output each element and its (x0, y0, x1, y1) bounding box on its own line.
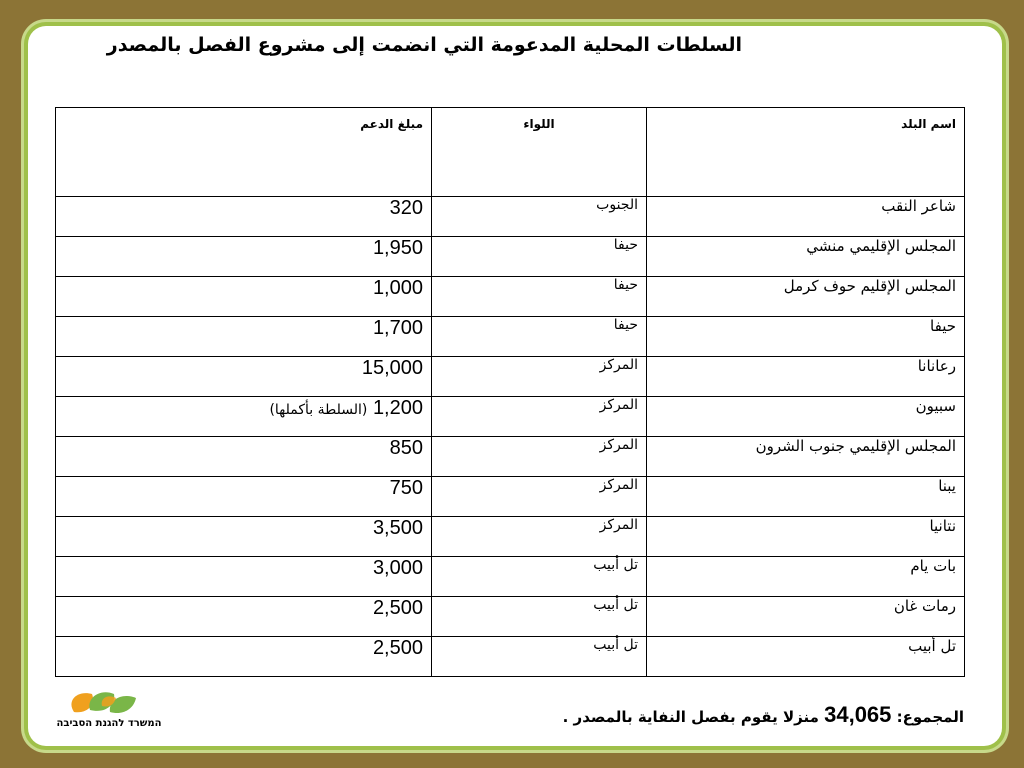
cell-district: حيفا (432, 277, 647, 317)
cell-district: تل أبيب (432, 637, 647, 677)
table-body (56, 197, 965, 677)
table-row (56, 397, 965, 437)
total-value: 34,065 (824, 702, 892, 727)
header-support-amount: مبلغ الدعم (56, 108, 432, 197)
table-row (56, 437, 965, 477)
cell-support-amount (56, 397, 432, 437)
amount-value: 2,500 (372, 637, 423, 659)
cell-support-amount (56, 317, 432, 357)
support-table (55, 107, 965, 677)
cell-town-name: حيفا (647, 317, 965, 357)
cell-town-name: رعانانا (647, 357, 965, 397)
amount-value: 1,200 (372, 397, 423, 419)
amount-note: (السلطة بأكملها) (269, 402, 368, 418)
slide (28, 26, 1002, 746)
header-town-name: اسم البلد (647, 108, 965, 197)
total-label: المجموع: (896, 708, 964, 726)
header-district: اللواء (432, 108, 647, 197)
cell-town-name: تل أبيب (647, 637, 965, 677)
cell-district: تل أبيب (432, 557, 647, 597)
ministry-logo (44, 686, 174, 736)
page-title: السلطات المحلية المدعومة التي انضمت إلى مشروع الفصل بالمصدر (106, 34, 742, 56)
logo-caption: המשרד להגנת הסביבה (56, 718, 162, 729)
amount-value: 750 (389, 477, 423, 499)
amount-value: 1,000 (372, 277, 423, 299)
amount-value: 2,500 (372, 597, 423, 619)
table-row (56, 477, 965, 517)
total-summary (563, 702, 964, 728)
table-row (56, 637, 965, 677)
cell-district: الجنوب (432, 197, 647, 237)
cell-support-amount (56, 437, 432, 477)
cell-support-amount (56, 557, 432, 597)
cell-town-name: يبنا (647, 477, 965, 517)
table-row (56, 317, 965, 357)
cell-support-amount (56, 597, 432, 637)
table-row (56, 517, 965, 557)
table-row (56, 557, 965, 597)
amount-value: 850 (389, 437, 423, 459)
cell-town-name: رمات غان (647, 597, 965, 637)
cell-support-amount (56, 237, 432, 277)
cell-support-amount (56, 517, 432, 557)
cell-district: المركز (432, 477, 647, 517)
cell-support-amount (56, 637, 432, 677)
cell-town-name: المجلس الإقليمي منشي (647, 237, 965, 277)
cell-support-amount (56, 357, 432, 397)
amount-value: 1,950 (372, 237, 423, 259)
cell-support-amount (56, 277, 432, 317)
cell-town-name: المجلس الإقليمي جنوب الشرون (647, 437, 965, 477)
cell-support-amount (56, 477, 432, 517)
amount-value: 15,000 (361, 357, 423, 379)
cell-town-name: بات يام (647, 557, 965, 597)
cell-town-name: شاعر النقب (647, 197, 965, 237)
amount-value: 3,500 (372, 517, 423, 539)
cell-district: المركز (432, 437, 647, 477)
cell-town-name: سبيون (647, 397, 965, 437)
cell-district: المركز (432, 357, 647, 397)
cell-district: حيفا (432, 237, 647, 277)
cell-district: حيفا (432, 317, 647, 357)
table-row (56, 237, 965, 277)
table-row (56, 277, 965, 317)
table-row (56, 597, 965, 637)
cell-district: تل أبيب (432, 597, 647, 637)
amount-value: 1,700 (372, 317, 423, 339)
table-header-row (56, 108, 965, 197)
cell-town-name: نتانيا (647, 517, 965, 557)
cell-town-name: المجلس الإقليم حوف كرمل (647, 277, 965, 317)
total-text: منزلا يقوم بفصل النفاية بالمصدر . (562, 708, 819, 726)
leaves-icon (44, 686, 174, 720)
amount-value: 320 (389, 197, 423, 219)
cell-district: المركز (432, 397, 647, 437)
table-row (56, 197, 965, 237)
amount-value: 3,000 (372, 557, 423, 579)
table-row (56, 357, 965, 397)
cell-support-amount (56, 197, 432, 237)
cell-district: المركز (432, 517, 647, 557)
